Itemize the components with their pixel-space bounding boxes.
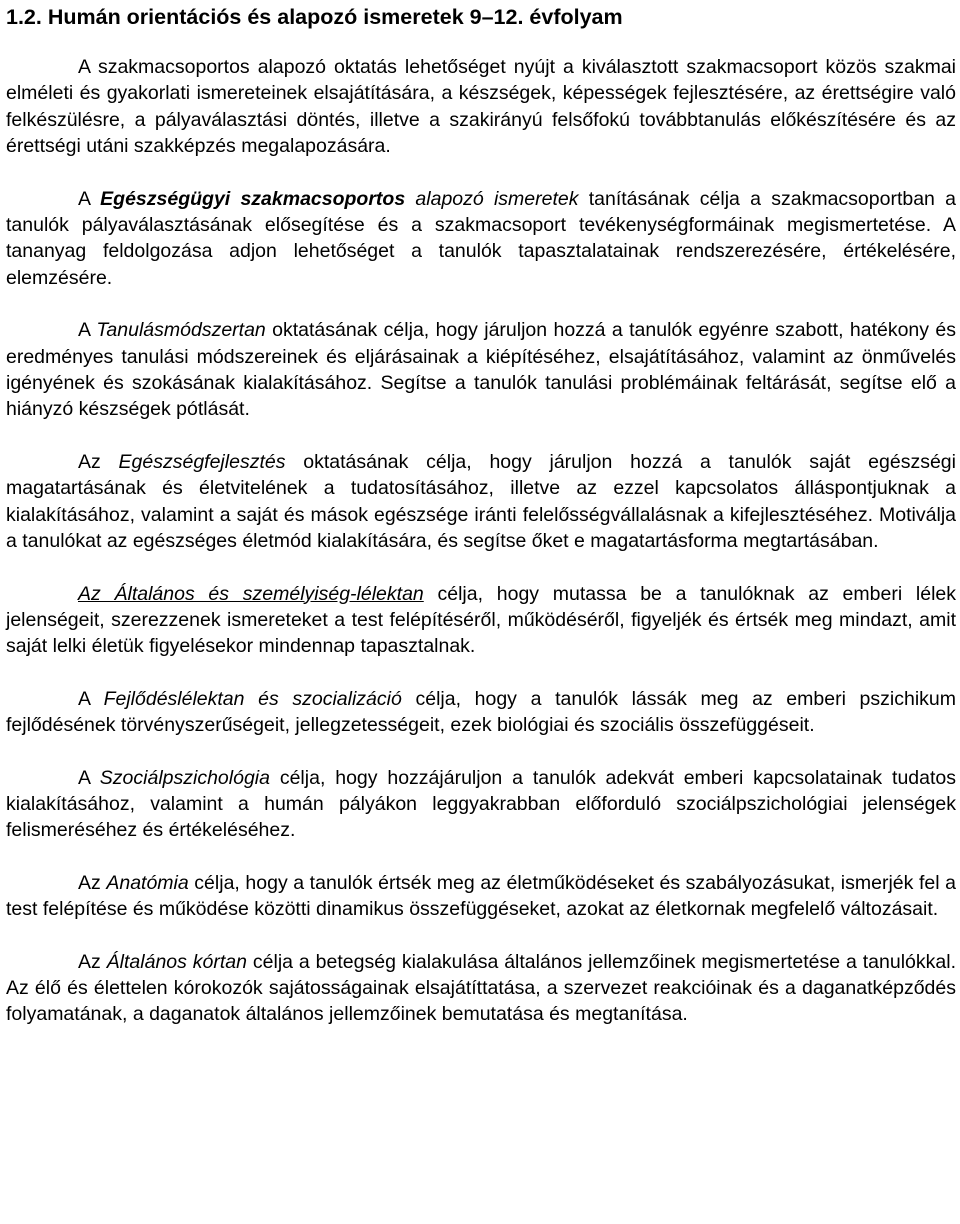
paragraph-intro — [6, 54, 956, 160]
paragraph-egeszsegfejlesztes — [6, 449, 956, 555]
lead-text: Az — [78, 450, 119, 473]
paragraph-intro-text: A szakmacsoportos alapozó oktatás lehetőséget nyújt a kiválasztott szakmacsoport közös szakmai elméleti és gyakorlati ismereteinek elsajátítására, a készségek, képességek fejlesztésére, az érettségire való felkészülésre, a pályaválasztási döntés, illetve a szakirányú felsőfokú továbbtanulás előkészítésére és az érettségi utáni szakképzés megalapozására. — [6, 56, 956, 158]
body-text: célja a betegség kialakulása általános jellemzőinek megismertetése a tanulókkal. Az élő és élettelen kórokozók sajátosságainak elsajátíttatása, a szervezet reakcióinak és a daganatképződés folyamatának, a daganatok általános jellemzőinek bemutatása és megtanítása. — [6, 950, 956, 1026]
term-alapozo-ismeretek: alapozó ismeretek — [405, 187, 579, 210]
term-fejlodeslelektan: Fejlődéslélektan és szocializáció — [103, 687, 402, 710]
body-text: célja, hogy mutassa be a tanulóknak az emberi lélek jelenségeit, szerezzenek ismereteket a test felépítéséről, működéséről, figyeljék és értsék meg mindazt, amit saját lelki életük figyelésekor mindennap tapasztalnak. — [6, 582, 956, 658]
body-text: célja, hogy a tanulók lássák meg az emberi pszichikum fejlődésének törvényszerűségeit, jellegzetességeit, ezek biológiai és szociális összefüggéseit. — [6, 687, 956, 737]
document-page — [6, 0, 956, 1028]
section-heading: 1.2. Humán orientációs és alapozó ismeretek 9–12. évfolyam — [6, 5, 623, 29]
term-altalanos-kortan: Általános kórtan — [106, 950, 247, 973]
paragraph-szocialpszichologia — [6, 765, 956, 844]
term-anatomia: Anatómia — [106, 871, 189, 894]
lead-text: Az — [78, 871, 107, 894]
body-text: célja, hogy hozzájáruljon a tanulók adekvát emberi kapcsolatainak tudatos kialakításához, valamint a humán pályákon leggyakrabban előforduló szociálpszichológiai jelenségek felismeréséhez és értékeléséhez. — [6, 766, 956, 842]
term-szocialpszichologia: Szociálpszichológia — [99, 766, 270, 789]
body-text: oktatásának célja, hogy járuljon hozzá a tanulók saját egészségi magatartásának és életvitelének a tudatosításához, illetve az ezzel kapcsolatos álláspontjuknak a kialakításához, valamint a saját és mások egészsége iránti felelősségvállalásnak a kifejlesztéséhez. Motiválja a tanulókat az egészséges életmód kialakítására, és segítse őket e magatartásforma megtartásában. — [6, 450, 956, 553]
paragraph-tanulasmodszertan — [6, 317, 956, 423]
paragraph-egeszsegugyi — [6, 186, 956, 292]
lead-text: Az — [78, 950, 107, 973]
lead-text: A — [78, 319, 97, 342]
body-text: oktatásának célja, hogy járuljon hozzá a tanulók egyénre szabott, hatékony és eredményes tanulási módszereinek és eljárásainak a kiépítéséhez, elsajátításához, valamint az önművelés igényének és szokásának kialakításához. Segítse a tanulók tanulási problémáinak feltárását, segítse elő a hiányzó készségek pótlását. — [6, 319, 956, 421]
term-egeszsegfejlesztes: Egészségfejlesztés — [118, 450, 286, 473]
body-text: tanításának célja a szakmacsoportban a tanulók pályaválasztásának elősegítése és a szakmacsoport tevékenységformáinak megismertetése. A tananyag feldolgozása adjon lehetőséget a tanulók tapasztalatainak rendszerezésére, értékelésére, elemzésére. — [6, 187, 956, 289]
lead-text: A — [78, 766, 100, 789]
term-altalanos-lelektan: Az Általános és személyiség-lélektan — [78, 582, 424, 605]
body-text: célja, hogy a tanulók értsék meg az életműködéseket és szabályozásukat, ismerjék fel a test felépítése és működése közötti dinamikus összefüggéseket, azokat az életkornak megfelelő változásait. — [6, 871, 956, 921]
paragraph-anatomia — [6, 870, 956, 923]
paragraph-altalanos-lelektan — [6, 581, 956, 660]
term-tanulasmodszertan: Tanulásmódszertan — [96, 319, 266, 342]
paragraph-altalanos-kortan — [6, 949, 956, 1028]
lead-text: A — [78, 687, 104, 710]
lead-text: A — [78, 187, 101, 210]
term-egeszsegugyi: Egészségügyi szakmacsoportos — [100, 187, 406, 210]
paragraph-fejlodeslelektan — [6, 686, 956, 739]
